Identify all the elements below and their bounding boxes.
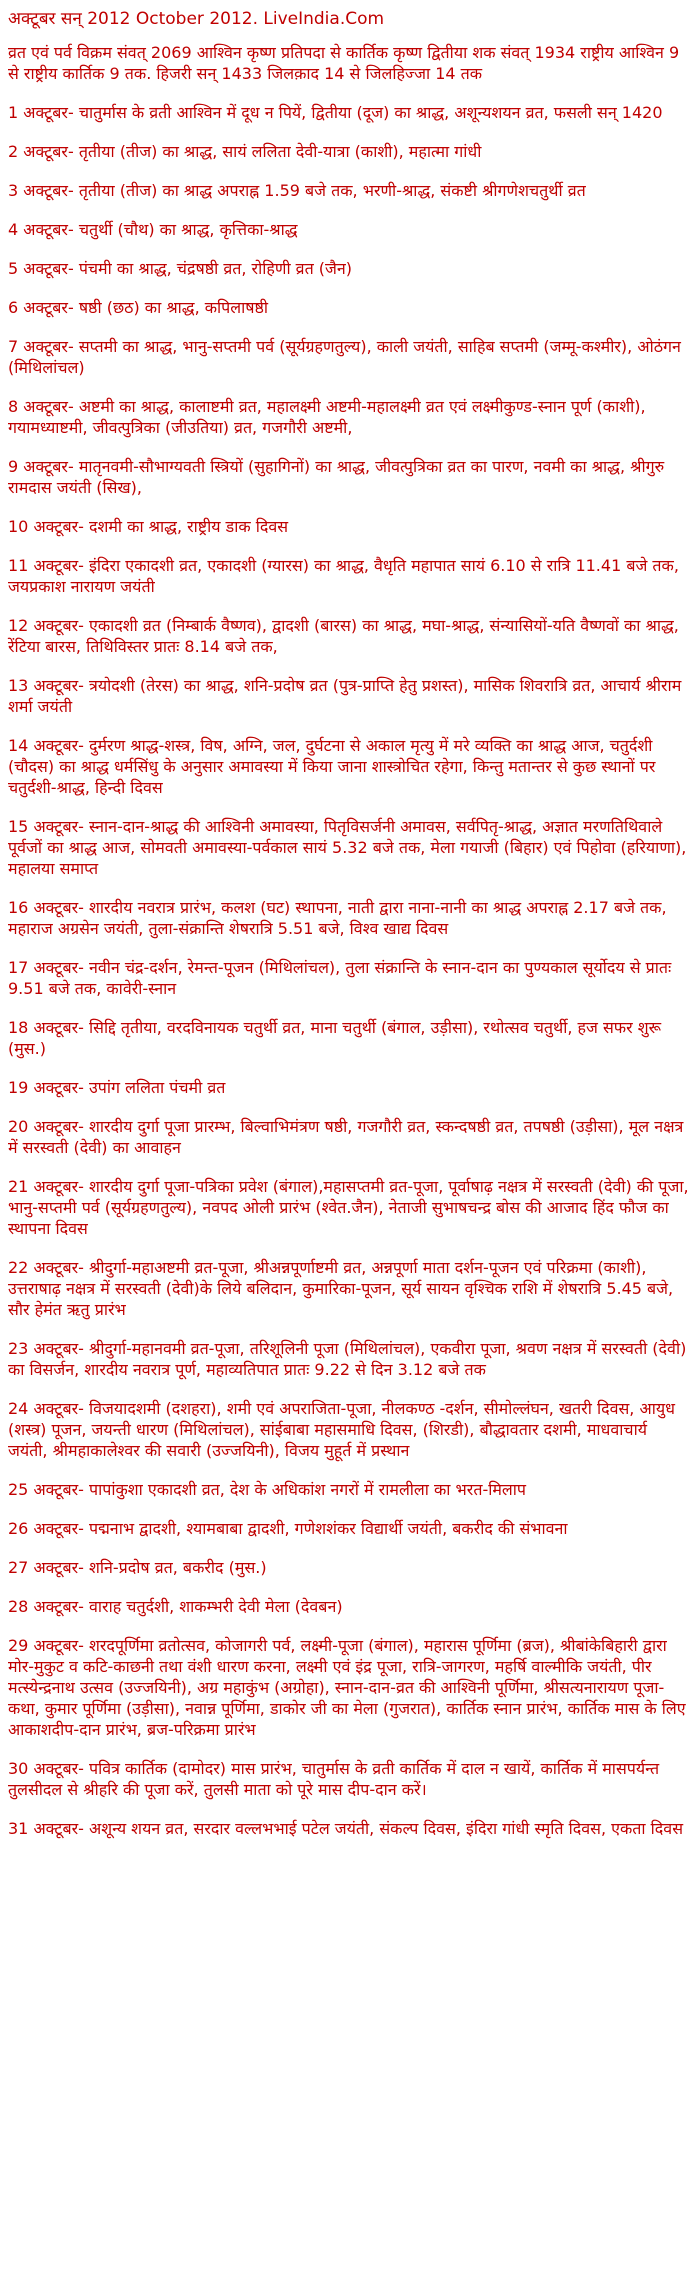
- festival-list: [8, 102, 690, 1839]
- festival-entry: 15 अक्टूबर- स्नान-दान-श्राद्ध की आश्विनी अमावस्या, पितृविसर्जनी अमावस, सर्वपितृ-श्राद्ध, अज्ञात मरणतिथिवाले पूर्वजों का श्राद्ध आज, सोमवती अमावस्या-पर्वकाल सायं 5.32 बजे तक, मेला गयाजी (बिहार) एवं पिहोवा (हरियाणा), महालया समाप्त: [8, 817, 687, 878]
- festival-entry: 27 अक्टूबर- शनि-प्रदोष व्रत, बकरीद (मुस.): [8, 1558, 267, 1577]
- festival-entry: 5 अक्टूबर- पंचमी का श्राद्ध, चंद्रषष्ठी व्रत, रोहिणी व्रत (जैन): [8, 259, 353, 278]
- intro-paragraph: व्रत एवं पर्व विक्रम संवत् 2069 आश्विन कृष्ण प्रतिपदा से कार्तिक कृष्ण द्वितीया शक संवत् 1934 राष्ट्रीय आश्विन 9 से राष्ट्रीय कार्तिक 9 तक. हिजरी सन् 1433 जिलक़ाद 14 से जिलहिज्जा 14 तक: [8, 43, 680, 83]
- festival-entry: 20 अक्टूबर- शारदीय दुर्गा पूजा प्रारम्भ, बिल्वाभिमंत्रण षष्ठी, गजगौरी व्रत, स्कन्दषष्ठी व्रत, तपषष्ठी (उड़ीसा), मूल नक्षत्र में सरस्वती (देवी) का आवाहन: [8, 1117, 684, 1157]
- festival-entry: 31 अक्टूबर- अशून्य शयन व्रत, सरदार वल्लभभाई पटेल जयंती, संकल्प दिवस, इंदिरा गांधी स्मृति दिवस, एकता दिवस: [8, 1819, 684, 1838]
- page-title: अक्टूबर सन् 2012 October 2012. LiveIndia.Com: [8, 9, 385, 29]
- festival-entry: 13 अक्टूबर- त्रयोदशी (तेरस) का श्राद्ध, शनि-प्रदोष व्रत (पुत्र-प्राप्ति हेतु प्रशस्त), मासिक शिवरात्रि व्रत, आचार्य श्रीराम शर्मा जयंती: [8, 676, 682, 716]
- festival-entry: 22 अक्टूबर- श्रीदुर्गा-महाअष्टमी व्रत-पूजा, श्रीअन्नपूर्णाष्टमी व्रत, अन्नपूर्णा माता दर्शन-पूजन एवं परिक्रमा (काशी), उत्तराषाढ़ नक्षत्र में सरस्वती (देवी)के लिये बलिदान, कुमारिका-पूजन, सूर्य सायन वृश्चिक राशि में शेषरात्रि 5.45 बजे, सौर हेमंत ऋतु प्रारंभ: [8, 1258, 674, 1319]
- festival-entry: 21 अक्टूबर- शारदीय दुर्गा पूजा-पत्रिका प्रवेश (बंगाल),महासप्तमी व्रत-पूजा, पूर्वाषाढ़ नक्षत्र में सरस्वती (देवी) की पूजा, भानु-सप्तमी पर्व (सूर्यग्रहणतुल्य), नवपद ओली प्रारंभ (श्वेत.जैन), नेताजी सुभाषचन्द्र बोस की आजाद हिंद फौज का स्थापना दिवस: [8, 1177, 689, 1238]
- festival-entry: 10 अक्टूबर- दशमी का श्राद्ध, राष्ट्रीय डाक दिवस: [8, 517, 289, 536]
- festival-entry: 18 अक्टूबर- सिद्दि तृतीया, वरदविनायक चतुर्थी व्रत, माना चतुर्थी (बंगाल, उड़ीसा), रथोत्सव चतुर्थी, हज सफर शुरू (मुस.): [8, 1018, 662, 1058]
- festival-entry: 29 अक्टूबर- शरदपूर्णिमा व्रतोत्सव, कोजागरी पर्व, लक्ष्मी-पूजा (बंगाल), महारास पूर्णिमा (ब्रज), श्रीबांकेबिहारी द्वारा मोर-मुकुट व कटि-काछनी तथा वंशी धारण करना, लक्ष्मी एवं इंद्र पूजा, रात्रि-जागरण, महर्षि वाल्मीकि जयंती, पीर मत्स्येन्द्रनाथ उत्सव (उज्जयिनी), अग्र महाकुंभ (अग्रोहा), स्नान-दान-व्रत की आश्विनी पूर्णिमा, श्रीसत्यनारायण पूजा-कथा, कुमार पूर्णिमा (उड़ीसा), नवान्न पूर्णिमा, डाकोर जी का मेला (गुजरात), कार्तिक स्नान प्रारंभ, कार्तिक मास के लिए आकाशदीप-दान प्रारंभ, ब्रज-परिक्रमा प्रारंभ: [8, 1636, 686, 1739]
- festival-entry: 25 अक्टूबर- पापांकुशा एकादशी व्रत, देश के अधिकांश नगरों में रामलीला का भरत-मिलाप: [8, 1480, 527, 1499]
- festival-entry: 2 अक्टूबर- तृतीया (तीज) का श्राद्ध, सायं ललिता देवी-यात्रा (काशी), महात्मा गांधी: [8, 142, 482, 161]
- festival-entry: 30 अक्टूबर- पवित्र कार्तिक (दामोदर) मास प्रारंभ, चातुर्मास के व्रती कार्तिक में दाल न खायें, कार्तिक में मासपर्यन्त तुलसीदल से श्रीहरि की पूजा करें, तुलसी माता को पूरे मास दीप-दान करें।: [8, 1759, 660, 1799]
- festival-entry: 7 अक्टूबर- सप्तमी का श्राद्ध, भानु-सप्तमी पर्व (सूर्यग्रहणतुल्य), काली जयंती, साहिब सप्तमी (जम्मू-कश्मीर), ओठंगन (मिथिलांचल): [8, 337, 681, 377]
- festival-entry: 24 अक्टूबर- विजयादशमी (दशहरा), शमी एवं अपराजिता-पूजा, नीलकण्ठ -दर्शन, सीमोल्लंघन, खतरी दिवस, आयुध (शस्त्र) पूजन, जयन्ती धारण (मिथिलांचल), सांईबाबा महासमाधि दिवस, (शिरडी), बौद्धावतार दशमी, माधवाचार्य जयंती, श्रीमहाकालेश्वर की सवारी (उज्जयिनी), विजय मुहूर्त में प्रस्थान: [8, 1399, 675, 1460]
- festival-entry: 3 अक्टूबर- तृतीया (तीज) का श्राद्ध अपराह्न 1.59 बजे तक, भरणी-श्राद्ध, संकष्टी श्रीगणेशचतुर्थी व्रत: [8, 181, 586, 200]
- festival-entry: 8 अक्टूबर- अष्टमी का श्राद्ध, कालाष्टमी व्रत, महालक्ष्मी अष्टमी-महालक्ष्मी व्रत एवं लक्ष्मीकुण्ड-स्नान पूर्ण (काशी), गयामध्याष्टमी, जीवत्पुत्रिका (जीउतिया) व्रत, गजगौरी अष्टमी,: [8, 397, 646, 437]
- festival-entry: 11 अक्टूबर- इंदिरा एकादशी व्रत, एकादशी (ग्यारस) का श्राद्ध, वैधृति महापात सायं 6.10 से रात्रि 11.41 बजे तक, जयप्रकाश नारायण जयंती: [8, 556, 679, 596]
- festival-entry: 14 अक्टूबर- दुर्मरण श्राद्ध-शस्त्र, विष, अग्नि, जल, दुर्घटना से अकाल मृत्यु में मरे व्यक्ति का श्राद्ध आज, चतुर्दशी (चौदस) का श्राद्ध धर्मसिंधु के अनुसार अमावस्या में किया जाना शास्त्रोचित रहेगा, किन्तु मतान्तर से कुछ स्थानों पर चतुर्दशी-श्राद्ध, हिन्दी दिवस: [8, 736, 656, 797]
- festival-entry: 16 अक्टूबर- शारदीय नवरात्र प्रारंभ, कलश (घट) स्थापना, नाती द्वारा नाना-नानी का श्राद्ध अपराह्न 2.17 बजे तक, महाराज अग्रसेन जयंती, तुला-संक्रान्ति शेषरात्रि 5.51 बजे, विश्व खाद्य दिवस: [8, 898, 667, 938]
- festival-entry: 28 अक्टूबर- वाराह चतुर्दशी, शाकम्भरी देवी मेला (देवबन): [8, 1597, 343, 1616]
- festival-entry: 17 अक्टूबर- नवीन चंद्र-दर्शन, रेमन्त-पूजन (मिथिलांचल), तुला संक्रान्ति के स्नान-दान का पुण्यकाल सूर्योदय से प्रातः 9.51 बजे तक, कावेरी-स्नान: [8, 958, 672, 998]
- festival-entry: 1 अक्टूबर- चातुर्मास के व्रती आश्विन में दूध न पियें, द्वितीया (दूज) का श्राद्ध, अशून्यशयन व्रत, फसली सन् 1420: [8, 103, 663, 122]
- festival-entry: 9 अक्टूबर- मातृनवमी-सौभाग्यवती स्त्रियों (सुहागिनों) का श्राद्ध, जीवत्पुत्रिका व्रत का पारण, नवमी का श्राद्ध, श्रीगुरु रामदास जयंती (सिख),: [8, 457, 665, 497]
- festival-entry: 23 अक्टूबर- श्रीदुर्गा-महानवमी व्रत-पूजा, तरिशूलिनी पूजा (मिथिलांचल), एकवीरा पूजा, श्रवण नक्षत्र में सरस्वती (देवी) का विसर्जन, शारदीय नवरात्र पूर्ण, महाव्यतिपात प्रातः 9.22 से दिन 3.12 बजे तक: [8, 1339, 687, 1379]
- festival-entry: 12 अक्टूबर- एकादशी व्रत (निम्बार्क वैष्णव), द्वादशी (बारस) का श्राद्ध, मघा-श्राद्ध, संन्यासियों-यति वैष्णवों का श्राद्ध, रेंटिया बारस, तिथिविस्तर प्रातः 8.14 बजे तक,: [8, 616, 679, 656]
- festival-entry: 19 अक्टूबर- उपांग ललिता पंचमी व्रत: [8, 1078, 226, 1097]
- festival-entry: 4 अक्टूबर- चतुर्थी (चौथ) का श्राद्ध, कृत्तिका-श्राद्ध: [8, 220, 298, 239]
- festival-entry: 26 अक्टूबर- पद्मनाभ द्वादशी, श्यामबाबा द्वादशी, गणेशशंकर विद्यार्थी जयंती, बकरीद की संभावना: [8, 1519, 568, 1538]
- festival-entry: 6 अक्टूबर- षष्ठी (छठ) का श्राद्ध, कपिलाषष्ठी: [8, 298, 269, 317]
